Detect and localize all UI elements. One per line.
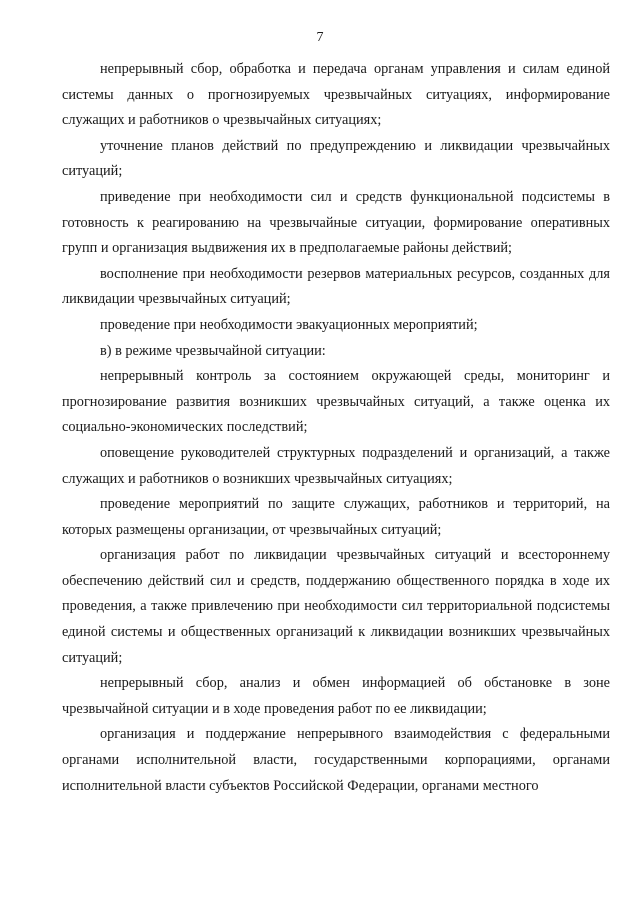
paragraph: организация работ по ликвидации чрезвычайных ситуаций и всестороннему обеспечению действий сил и средств, поддержанию общественного порядка в ходе их проведения, а также привлечению при необходимости сил территориальной подсистемы единой системы и общественных организаций к ликвидации возникших чрезвычайных ситуаций; [62, 547, 610, 666]
paragraph: непрерывный сбор, обработка и передача органам управления и силам единой системы данных о прогнозируемых чрезвычайных ситуациях, информирование служащих и работников о чрезвычайных ситуациях; [62, 61, 610, 129]
paragraph: организация и поддержание непрерывного взаимодействия с федеральными органами исполнительной власти, государственными корпорациями, органами исполнительной власти субъектов Российской Федерации, органами местного [62, 726, 610, 794]
paragraph: проведение при необходимости эвакуационных мероприятий; [100, 316, 478, 333]
paragraph: приведение при необходимости сил и средств функциональной подсистемы в готовность к реагированию на чрезвычайные ситуации, формирование оперативных групп и организация выдвижения их в предполагаемые районы действий; [62, 188, 610, 257]
page-number: 7 [316, 30, 324, 45]
paragraph: восполнение при необходимости резервов материальных ресурсов, созданных для ликвидации чрезвычайных ситуаций; [62, 265, 610, 308]
paragraph: в) в режиме чрезвычайной ситуации: [100, 342, 326, 359]
paragraph: проведение мероприятий по защите служащих, работников и территорий, на которых размещены организации, от чрезвычайных ситуаций; [62, 496, 610, 538]
paragraph: оповещение руководителей структурных подразделений и организаций, а также служащих и работников о возникших чрезвычайных ситуациях; [62, 444, 610, 487]
document-body [62, 57, 610, 799]
paragraph: непрерывный сбор, анализ и обмен информацией об обстановке в зоне чрезвычайной ситуации и в ходе проведения работ по ее ликвидации; [62, 675, 610, 717]
paragraph: непрерывный контроль за состоянием окружающей среды, мониторинг и прогнозирование развития возникших чрезвычайных ситуаций, а также оценка их социально-экономических последствий; [62, 368, 610, 436]
paragraph: уточнение планов действий по предупреждению и ликвидации чрезвычайных ситуаций; [62, 137, 610, 180]
